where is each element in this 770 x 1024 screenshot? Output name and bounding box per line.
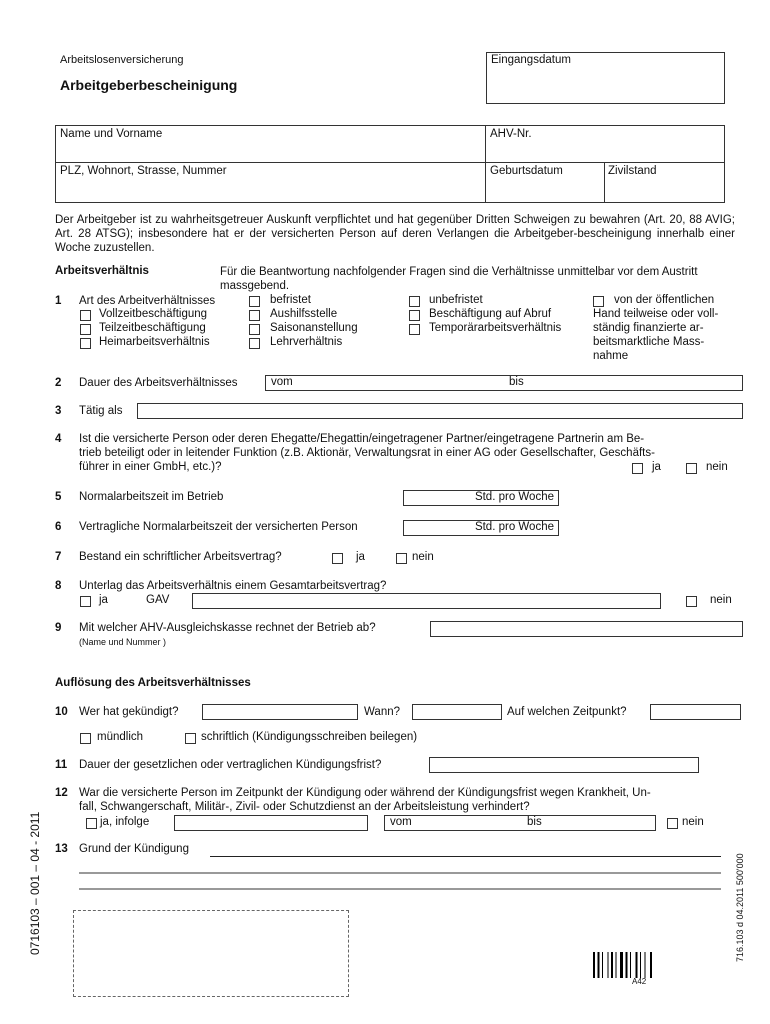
q8-yes-label: ja bbox=[99, 594, 108, 606]
barcode-bar bbox=[616, 952, 617, 978]
section-arbeitsverhaeltnis-note: Für die Beantwortung nachfolgender Fragen sind die Verhältnisse unmittelbar vor dem Austritt massgebend. bbox=[220, 266, 698, 292]
q11-number: 11 bbox=[55, 759, 68, 771]
civil-status-label: Zivilstand bbox=[608, 165, 657, 177]
q6-label: Vertragliche Normalarbeitszeit der versicherten Person bbox=[79, 521, 358, 533]
eingangsdatum-label: Eingangsdatum bbox=[491, 54, 571, 66]
incapacity-to-label: bis bbox=[527, 816, 542, 828]
option-oeffentlich-line1: von der öffentlichen bbox=[614, 294, 715, 306]
option-befristet: befristet bbox=[270, 294, 311, 306]
q9-label: Mit welcher AHV-Ausgleichskasse rechnet der Betrieb ab? bbox=[79, 622, 376, 634]
termination-date-field[interactable] bbox=[412, 704, 502, 720]
job-title-field[interactable] bbox=[137, 403, 743, 419]
eingangsdatum-field[interactable] bbox=[486, 52, 725, 104]
written-label: schriftlich (Kündigungsschreiben beilegen) bbox=[201, 731, 418, 743]
q4-text-line2: trieb beteiligt oder in leitender Funktion (z.B. Aktionär, Verwaltungsrat in einer AG oder Gesellschafter, Geschäfts- bbox=[79, 447, 655, 459]
name-label: Name und Vorname bbox=[60, 128, 163, 140]
barcode-bar bbox=[593, 952, 595, 978]
reason-line-1[interactable] bbox=[210, 856, 721, 857]
option-oeffentlich-line2: Hand teilweise oder voll- bbox=[593, 308, 719, 320]
checkbox-lehr[interactable] bbox=[249, 338, 260, 349]
barcode-bars bbox=[593, 952, 689, 978]
q9-number: 9 bbox=[55, 622, 62, 634]
barcode-bar bbox=[598, 952, 600, 978]
q3-number: 3 bbox=[55, 405, 62, 417]
q4-no-label: nein bbox=[706, 461, 728, 473]
q13-label: Grund der Kündigung bbox=[79, 843, 189, 855]
checkbox-unbefristet[interactable] bbox=[409, 296, 420, 307]
q12-number: 12 bbox=[55, 787, 68, 799]
q7-yes-label: ja bbox=[356, 551, 365, 563]
q4-text-line3: führer in einer GmbH, etc.)? bbox=[79, 461, 222, 473]
option-temporaer: Temporärarbeitsverhältnis bbox=[429, 322, 562, 334]
q10-effective-label: Auf welchen Zeitpunkt? bbox=[507, 706, 627, 718]
written-checkbox[interactable] bbox=[185, 733, 196, 744]
q12-text-line1: War die versicherte Person im Zeitpunkt der Kündigung oder während der Kündigungsfrist wegen Krankheit, Un- bbox=[79, 787, 651, 799]
q8-yes-checkbox[interactable] bbox=[80, 596, 91, 607]
birthdate-field[interactable] bbox=[486, 163, 603, 202]
option-lehr: Lehrverhältnis bbox=[270, 336, 343, 348]
ahv-field[interactable] bbox=[486, 126, 724, 161]
q5-number: 5 bbox=[55, 491, 62, 503]
q8-number: 8 bbox=[55, 580, 62, 592]
name-field[interactable] bbox=[57, 126, 484, 161]
q4-yes-label: ja bbox=[652, 461, 661, 473]
q10-who-label: Wer hat gekündigt? bbox=[79, 706, 179, 718]
contract-hours-field[interactable] bbox=[403, 520, 559, 536]
option-oeffentlich-line5: nahme bbox=[593, 350, 629, 362]
option-heimarbeit: Heimarbeitsverhältnis bbox=[99, 336, 210, 348]
barcode-bar bbox=[630, 952, 631, 978]
checkbox-befristet[interactable] bbox=[249, 296, 260, 307]
incapacity-period-field[interactable] bbox=[384, 815, 656, 831]
q11-label: Dauer der gesetzlichen oder vertraglichen Kündigungsfrist? bbox=[79, 759, 382, 771]
normal-hours-field[interactable] bbox=[403, 490, 559, 506]
q7-label: Bestand ein schriftlicher Arbeitsvertrag? bbox=[79, 551, 282, 563]
option-abruf: Beschäftigung auf Abruf bbox=[429, 308, 552, 320]
oral-label: mündlich bbox=[97, 731, 144, 743]
q12-yes-checkbox[interactable] bbox=[86, 818, 97, 829]
q2-number: 2 bbox=[55, 377, 62, 389]
barcode-bar bbox=[650, 952, 652, 978]
barcode-bar bbox=[636, 952, 638, 978]
checkbox-teilzeit[interactable] bbox=[80, 324, 91, 335]
duration-to-label: bis bbox=[509, 376, 524, 388]
effective-date-field[interactable] bbox=[650, 704, 741, 720]
q12-no-checkbox[interactable] bbox=[667, 818, 678, 829]
normal-hours-unit: Std. pro Woche bbox=[474, 491, 554, 503]
ahv-label: AHV-Nr. bbox=[490, 128, 532, 140]
checkbox-heimarbeit[interactable] bbox=[80, 338, 91, 349]
option-oeffentlich-line4: beitsmarktliche Mass- bbox=[593, 336, 705, 348]
q6-number: 6 bbox=[55, 521, 62, 533]
q13-number: 13 bbox=[55, 843, 68, 855]
q12-text-line2: fall, Schwangerschaft, Militär-, Zivil- oder Schutzdienst an der Arbeitsleistung verhindert? bbox=[79, 801, 530, 813]
q4-yes-checkbox[interactable] bbox=[632, 463, 643, 474]
q4-number: 4 bbox=[55, 433, 62, 445]
section-arbeitsverhaeltnis-title: Arbeitsverhältnis bbox=[55, 265, 149, 277]
checkbox-oeffentlich[interactable] bbox=[593, 296, 604, 307]
civil-status-field[interactable] bbox=[605, 163, 724, 202]
q4-text-line1: Ist die versicherte Person oder deren Ehegatte/Ehegattin/eingetragener Partner/eingetragene Partnerin am Be- bbox=[79, 433, 645, 445]
option-vollzeit: Vollzeitbeschäftigung bbox=[99, 308, 208, 320]
address-field[interactable] bbox=[57, 163, 484, 202]
q7-number: 7 bbox=[55, 551, 62, 563]
section-aufloesung-title: Auflösung des Arbeitsverhältnisses bbox=[55, 677, 251, 689]
option-teilzeit: Teilzeitbeschäftigung bbox=[99, 322, 206, 334]
barcode-bar bbox=[640, 952, 641, 978]
q10-when-label: Wann? bbox=[364, 706, 401, 718]
address-label: PLZ, Wohnort, Strasse, Nummer bbox=[60, 165, 227, 177]
q12-no-label: nein bbox=[682, 816, 704, 828]
q7-yes-checkbox[interactable] bbox=[332, 553, 343, 564]
option-saison: Saisonanstellung bbox=[270, 322, 358, 334]
q8-label: Unterlag das Arbeitsverhältnis einem Gesamtarbeitsvertrag? bbox=[79, 580, 387, 592]
reason-line-2[interactable] bbox=[79, 872, 721, 874]
form-supertitle: Arbeitslosenversicherung bbox=[60, 54, 184, 66]
form-title: Arbeitgeberbescheinigung bbox=[60, 77, 238, 93]
q12-yes-label: ja, infolge bbox=[100, 816, 150, 828]
q7-no-label: nein bbox=[412, 551, 434, 563]
contract-hours-unit: Std. pro Woche bbox=[474, 521, 554, 533]
q1-number: 1 bbox=[55, 295, 62, 307]
form-code-left: 0716103 – 001 – 04 - 2011 bbox=[28, 811, 42, 955]
barcode-bar bbox=[602, 952, 603, 978]
checkbox-saison[interactable] bbox=[249, 324, 260, 335]
barcode-label: A42 bbox=[632, 977, 647, 986]
gav-field[interactable] bbox=[192, 593, 661, 609]
barcode-bar bbox=[608, 952, 609, 978]
barcode-bar bbox=[611, 952, 613, 978]
q4-no-checkbox[interactable] bbox=[686, 463, 697, 474]
stamp-area bbox=[73, 910, 349, 997]
ahv-fund-field[interactable] bbox=[430, 621, 743, 637]
q8-gav-label: GAV bbox=[146, 594, 170, 606]
incapacity-reason-field[interactable] bbox=[174, 815, 368, 831]
q9-hint: (Name und Nummer ) bbox=[79, 637, 167, 647]
duration-from-label: vom bbox=[271, 376, 293, 388]
barcode-bar bbox=[620, 952, 623, 978]
barcode bbox=[593, 952, 689, 978]
option-aushilfe: Aushilfsstelle bbox=[270, 308, 338, 320]
reason-line-3[interactable] bbox=[79, 888, 721, 890]
q7-no-checkbox[interactable] bbox=[396, 553, 407, 564]
q8-no-checkbox[interactable] bbox=[686, 596, 697, 607]
checkbox-temporaer[interactable] bbox=[409, 324, 420, 335]
notice-period-field[interactable] bbox=[429, 757, 699, 773]
q3-label: Tätig als bbox=[79, 405, 123, 417]
intro-text: Der Arbeitgeber ist zu wahrheitsgetreuer Auskunft verpflichtet und hat gegenüber Dritten Schweigen zu bewahren (Art. 20, 88 AVIG; Art. 28 ATSG); insbesondere hat er der versicherten Person auf deren Verlangen die Arbeitgeber-bescheinigung innerhalb einer Woche zuzustellen. bbox=[55, 214, 735, 254]
who-terminated-field[interactable] bbox=[202, 704, 358, 720]
q5-label: Normalarbeitszeit im Betrieb bbox=[79, 491, 224, 503]
barcode-bar bbox=[645, 952, 646, 978]
oral-checkbox[interactable] bbox=[80, 733, 91, 744]
q8-no-label: nein bbox=[710, 594, 732, 606]
checkbox-abruf[interactable] bbox=[409, 310, 420, 321]
q1-label: Art des Arbeitverhältnisses bbox=[79, 295, 216, 307]
option-unbefristet: unbefristet bbox=[429, 294, 483, 306]
birthdate-label: Geburtsdatum bbox=[490, 165, 563, 177]
barcode-bar bbox=[626, 952, 628, 978]
incapacity-from-label: vom bbox=[390, 816, 412, 828]
checkbox-aushilfe[interactable] bbox=[249, 310, 260, 321]
form-code-right: 716.103 d 04.2011 500'000 bbox=[735, 853, 745, 962]
checkbox-vollzeit[interactable] bbox=[80, 310, 91, 321]
option-oeffentlich-line3: ständig finanzierte ar- bbox=[593, 322, 704, 334]
q2-label: Dauer des Arbeitsverhältnisses bbox=[79, 377, 238, 389]
employment-duration-field[interactable] bbox=[265, 375, 743, 391]
q10-number: 10 bbox=[55, 706, 68, 718]
